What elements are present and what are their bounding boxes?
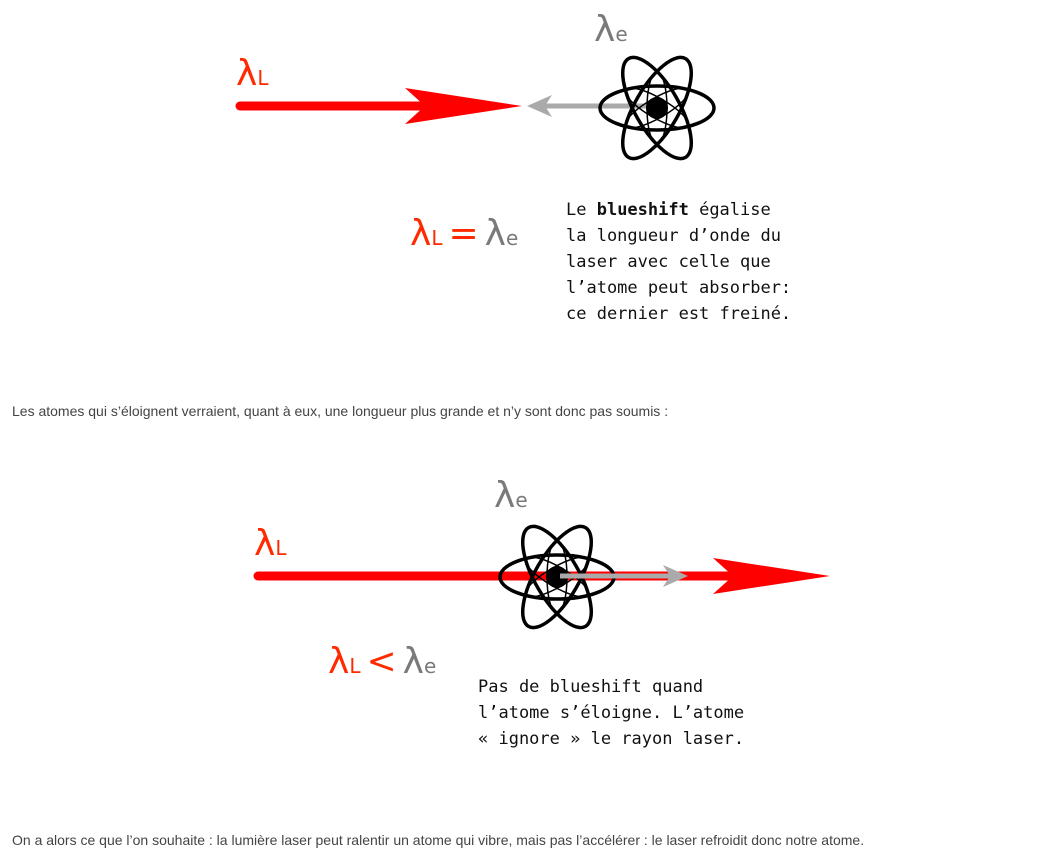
laser-arrow-icon	[240, 88, 522, 124]
lambda-atom-label: λe	[494, 475, 528, 516]
equation-equal: λL = λe	[410, 213, 519, 254]
figure-no-blueshift-receding	[0, 460, 1039, 780]
blueshift-note: Le blueshift égalise la longueur d’onde du laser avec celle que l’atome peut absorber: ce dernier est freiné.	[566, 200, 792, 324]
figure1-drawing	[0, 0, 1039, 340]
lambda-laser-label: λL	[254, 523, 287, 564]
paragraph-conclusion: On a alors ce que l’on souhaite : la lumière laser peut ralentir un atome qui vibre, mais pas l’accélérer : le laser refroidit donc notre atome.	[12, 832, 865, 848]
laser-arrow-icon	[258, 558, 830, 594]
figure-blueshift-approach	[0, 0, 1039, 340]
no-blueshift-note: Pas de blueshift quand l’atome s’éloigne. L’atome « ignore » le rayon laser.	[478, 677, 745, 749]
lambda-laser-label: λL	[236, 53, 269, 94]
blueshift-term: blueshift	[596, 200, 689, 220]
equation-less-than: λL < λe	[328, 641, 437, 682]
paragraph-receding-atoms: Les atomes qui s’éloignent verraient, quant à eux, une longueur plus grande et n’y sont donc pas soumis :	[12, 403, 669, 419]
lambda-atom-label: λe	[594, 9, 628, 50]
